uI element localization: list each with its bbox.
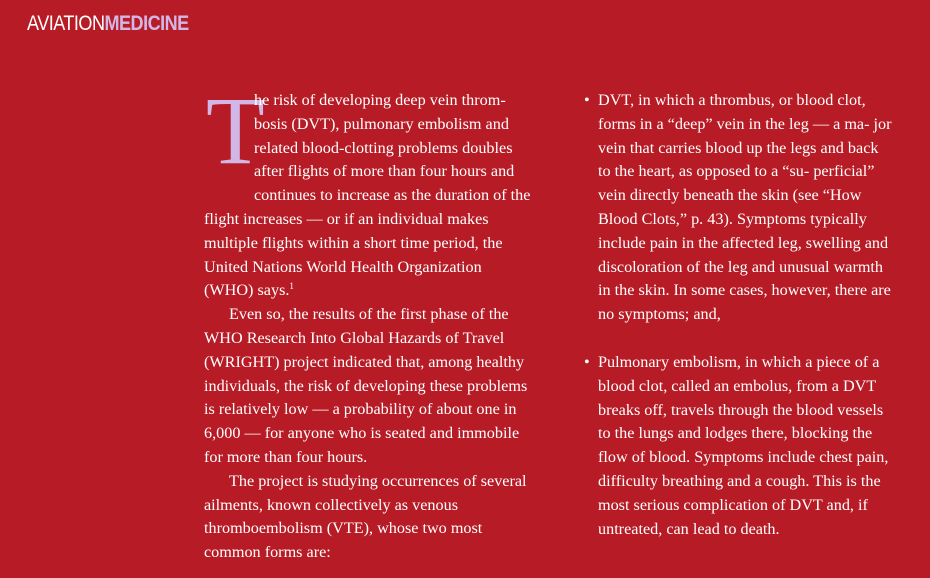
intro-paragraph-text: he risk of developing deep vein throm- bosis (DVT), pulmonary embolism and related blood-clotting problems doubles after flights of more than four hours and continues to increase as the duration of the flight increases — or if an individual makes multiple flights within a short time period, the United Nations World Health Organization (WHO) says. [204, 91, 531, 300]
vte-paragraph: The project is studying occurrences of several ailments, known collectively as venous thromboembolism (VTE), whose two most common forms are: [204, 471, 527, 562]
wright-paragraph: Even so, the results of the first phase of the WHO Research Into Global Hazards of Travel (WRIGHT) project indicated that, among healthy individuals, the risk of developing these problems is relatively low — a probability of about one in 6,000 — for anyone who is seated and immobile for more than four hours. [204, 305, 528, 466]
drop-cap: T [206, 77, 265, 184]
bullet-marker: • [584, 352, 590, 371]
header-brand-bold: MEDICINE [104, 12, 189, 35]
list-item-dvt [584, 89, 894, 327]
right-column [584, 89, 894, 541]
intro-paragraph [204, 77, 534, 303]
footnote-marker: 1 [289, 281, 294, 292]
publication-header [27, 12, 189, 36]
list-item-pulmonary-embolism [584, 351, 894, 541]
list-item-text: Pulmonary embolism, in which a piece of a blood clot, called an embolus, from a DVT breaks off, travels through the blood vessels to the lungs and lodges there, blocking the flow of blood. Symptoms include chest pain, difficulty breathing and a cough. This is the most serious complication of DVT and, if untreated, can lead to death. [598, 352, 889, 538]
left-column [204, 77, 534, 565]
list-item-text: DVT, in which a thrombus, or blood clot, forms in a “deep” vein in the leg — a ma- jor vein that carries blood up the legs and back to the heart, as opposed to a “su- perficial” vein directly beneath the skin (see “How Blood Clots,” p. 43). Symptoms typically include pain in the affected leg, swelling and discoloration of the leg and unusual warmth in the skin. In some cases, however, there are no symptoms; and, [598, 91, 892, 324]
bullet-marker: • [584, 91, 590, 109]
header-brand-light: AVIATION [27, 12, 105, 35]
vte-forms-list [584, 89, 894, 541]
